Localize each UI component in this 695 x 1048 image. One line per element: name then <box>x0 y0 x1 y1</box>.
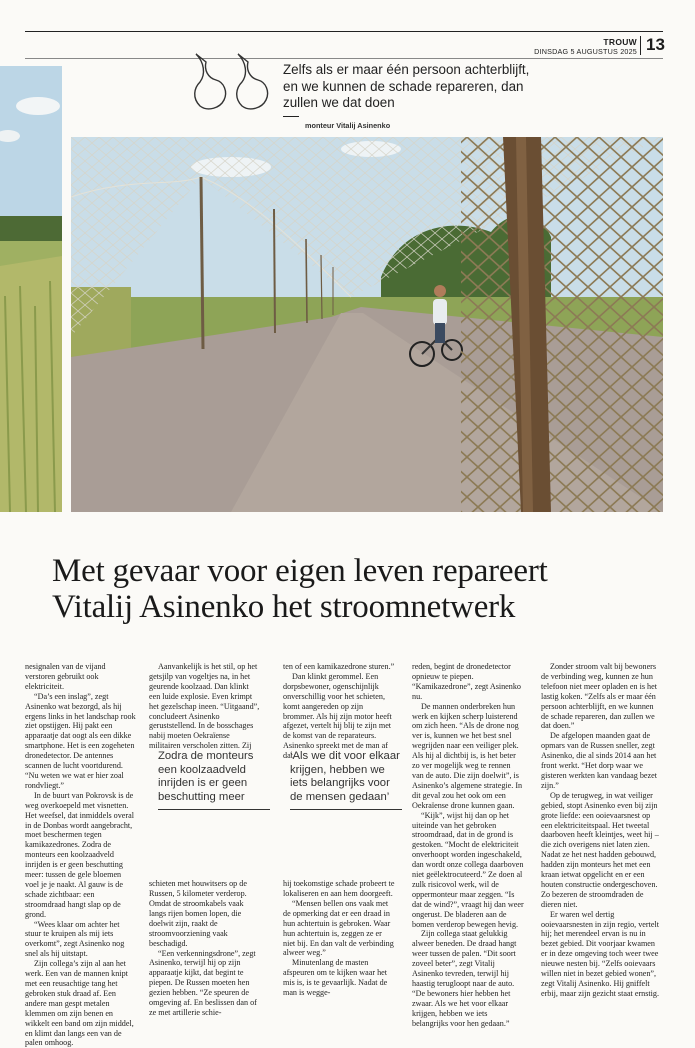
paragraph: Er waren wel dertig ooievaarsnesten in zijn regio, vertelt hij; het merendeel ervan is nu in bezet gebied. Dit voorjaar kwamen er in deze omgeving toch weer twee nieuwe nesten bij. “Zelfs ooievaars willen niet in bezet gebied wonen”, zegt Vitalij Asinenko. Hij gniffelt erbij, maar zijn gezicht staat ernstig. <box>541 909 659 998</box>
quote-mark-icon <box>190 52 280 119</box>
headline-line-2: Vitalij Asinenko het stroomnetwerk <box>52 589 516 625</box>
left-photo-strip <box>0 66 62 512</box>
paragraph: De mannen onderbreken hun werk en kijken scherp luisterend om zich heen. “Als de drone nog ver is, kunnen we het best snel wegrijden naar een veiliger plek. Als hij al dichtbij is, is het beter zo ver mogelijk weg te rennen van de auto. Die zijn doelwit”, is Asinenko’s algemene strategie. In dit geval zou het ook om een Oekraïense drone kunnen gaan. <box>412 701 523 810</box>
quote-author: monteur Vitalij Asinenko <box>305 121 391 130</box>
main-photo-net-road-cyclist <box>71 137 663 512</box>
paragraph: reden, begint de dronedetector opnieuw te piepen. “Kamikazedrone”, zegt Asinenko nu. <box>412 662 521 701</box>
pullquote-text: Zodra de monteurs een koolzaadveld inrijden is er geen beschutting meer <box>158 750 254 803</box>
paragraph: nesignalen van de vijand verstoren gebruikt ook elektriciteit. <box>25 662 106 691</box>
quote-author-dash <box>283 116 299 117</box>
pullquote-rule <box>158 809 270 810</box>
body-column-5 <box>541 662 663 999</box>
paragraph: Aanvankelijk is het stil, op het getsjilp van vogeltjes na, in het geurende koolzaad. Dan klinkt een luide explosie. Even krimpt het gezelschap ineen. “Uitgaand”, concludeert Asinenko geruststellend. In de bosschages nabij moeten Oekraïense militairen verscholen zitten. Zij <box>149 662 260 751</box>
paragraph: “Mensen bellen ons vaak met de opmerking dat er een draad in hun achtertuin is gebroken. Waar hun achtertuin is, zeggen ze er niet bij. En dan valt de verbinding alweer weg.” <box>283 898 394 958</box>
paragraph: schieten met houwitsers op de Russen, 5 kilometer verderop. Omdat de stroomkabels vaak langs rijen bomen lopen, die doelwit zijn, raakt de stroomvoorziening vaak beschadigd. <box>149 879 247 948</box>
paragraph: “Een verkenningsdrone”, zegt Asinenko, terwijl hij op zijn apparaatje kijkt, dat begint te piepen. De Russen moeten hen gezien hebben. “Ze speuren de omgeving af. En beslissen dan of ze met artillerie schie- <box>149 948 257 1017</box>
paragraph: “Da’s een inslag”, zegt Asinenko wat bezorgd, als hij ergens links in het landschap rook ziet opstijgen. Hij pakt een apparaatje dat oogt als een dikke smartphone. Het is een zogeheten dronedetector. De antennes scannen de lucht voortdurend. “Nu weten we wat er hier zoal rondvliegt.” <box>25 691 136 790</box>
quote-text: Zelfs als er maar één persoon achterblijft, en we kunnen de schade repareren, dan zullen we dat doen <box>283 62 530 110</box>
body-column-1 <box>25 662 137 1048</box>
header-top-rule <box>25 31 663 32</box>
pullquote-2 <box>290 750 402 810</box>
pullquote-rule <box>290 809 402 810</box>
pullquote-text: ‘Als we dit voor elkaar krijgen, hebben we iets belangrijks voor de mensen gedaan’ <box>290 750 400 803</box>
newspaper-name: TROUW <box>603 37 637 47</box>
paragraph: De afgelopen maanden gaat de opmars van de Russen sneller, zegt Asinenko, die al sinds 2014 aan het front werkt. “Het dorp waar we gisteren werkten kan vandaag bezet zijn.” <box>541 731 657 790</box>
page-number: 13 <box>646 35 665 54</box>
pullquote-1 <box>158 750 270 810</box>
body-column-4 <box>412 662 524 1029</box>
headline-line-1: Met gevaar voor eigen leven repareert <box>52 553 548 589</box>
paragraph: ten of een kamikazedrone sturen.” <box>283 662 395 671</box>
paragraph: Dan klinkt gerommel. Een dorpsbewoner, ogenschijnlijk onverschillig voor het schieten, komt aangereden op zijn brommer. Als hij zijn motor heeft afgezet, vertelt hij blij te zijn met de komst van de reparateurs. Asinenko spreekt met de man af dat <box>283 671 392 761</box>
paragraph: Zijn collega’s zijn al aan het werk. Een van de mannen knipt met een reusachtige tang het gebroken stuk draad af. Een andere man gespt metalen klemmen om zijn benen en wikkelt een band om zijn middel, en klimt dan langs een van de palen omhoog. <box>25 959 134 1048</box>
paragraph: Zonder stroom valt bij bewoners de verbinding weg, kunnen ze hun telefoon niet meer opladen en is het lastig koken. “Zelfs als er maar één persoon achterblijft, en we kunnen de schade repareren, dan zullen we dat doen.” <box>541 662 657 731</box>
paragraph: Minutenlang de masten afspeuren om te kijken waar het mis is, is te gevaarlijk. Nadat de man is wegge- <box>283 958 388 998</box>
header-bottom-rule <box>25 58 663 59</box>
headline <box>52 553 548 625</box>
paragraph: Zijn collega staat gelukkig alweer beneden. De draad hangt weer tussen de palen. “Dit soort zoveel beter”, zegt Vitalij Asinenko tevreden, terwijl hij haastig terugloopt naar de auto. “De bewoners hier hebben het zwaar. Als we het voor elkaar krijgen, hebben we iets belangrijks voor hen gedaan.” <box>412 929 517 1028</box>
body-column-2 <box>149 662 261 1018</box>
paragraph: “Kijk”, wijst hij dan op het uiteinde van het gebroken stroomdraad, dat in de grond is gestoken. “Mocht de elektriciteit onverhoopt worden ingeschakeld, dan wordt onze collega daarboven niet geëlektrocuteerd.” Ze doen al zulk risicovol werk, wil de oppermonteur maar zeggen. “Is dat de wind?”, vraagt hij dan weer ongerust. De bladeren aan de bomen verderop bewegen hevig. <box>412 810 524 929</box>
issue-date: DINSDAG 5 AUGUSTUS 2025 <box>534 47 637 56</box>
paragraph: In de buurt van Pokrovsk is de weg overkoepeld met visnetten. Het weefsel, dat inmiddels overal in de Donbas wordt aangebracht, moet beschermen tegen kamikazedrones. Zodra de monteurs een koolzaadveld inrijden is er geen beschutting meer: tussen de gele bloemen voel je je naakt. Al gauw is de schade zichtbaar: een stroomdraad hangt slap op de grond. <box>25 790 134 919</box>
paragraph: “Wees klaar om achter het stuur te kruipen als mij iets overkomt”, zegt Asinenko nog snel als hij uitstapt. <box>25 919 125 959</box>
paragraph: hij toekomstige schade probeert te lokaliseren en aan hem doorgeeft. <box>283 879 395 898</box>
body-column-3 <box>283 662 395 998</box>
paragraph: Op de terugweg, in wat veiliger gebied, stopt Asinenko even bij zijn grote liefde: een ooievaarsnest op een elektriciteitspaal. Het tweetal daarboven heeft kleintjes, weet hij – die zich overigens niet laten zien. Nadat ze het nest hadden gebouwd, hadden zijn monteurs het met een kraan ietwat opgelicht en er een houten constructie ondergeschoven. Zo bezeren de stroomdraden de dieren niet. <box>541 790 659 909</box>
header-divider <box>640 36 641 55</box>
